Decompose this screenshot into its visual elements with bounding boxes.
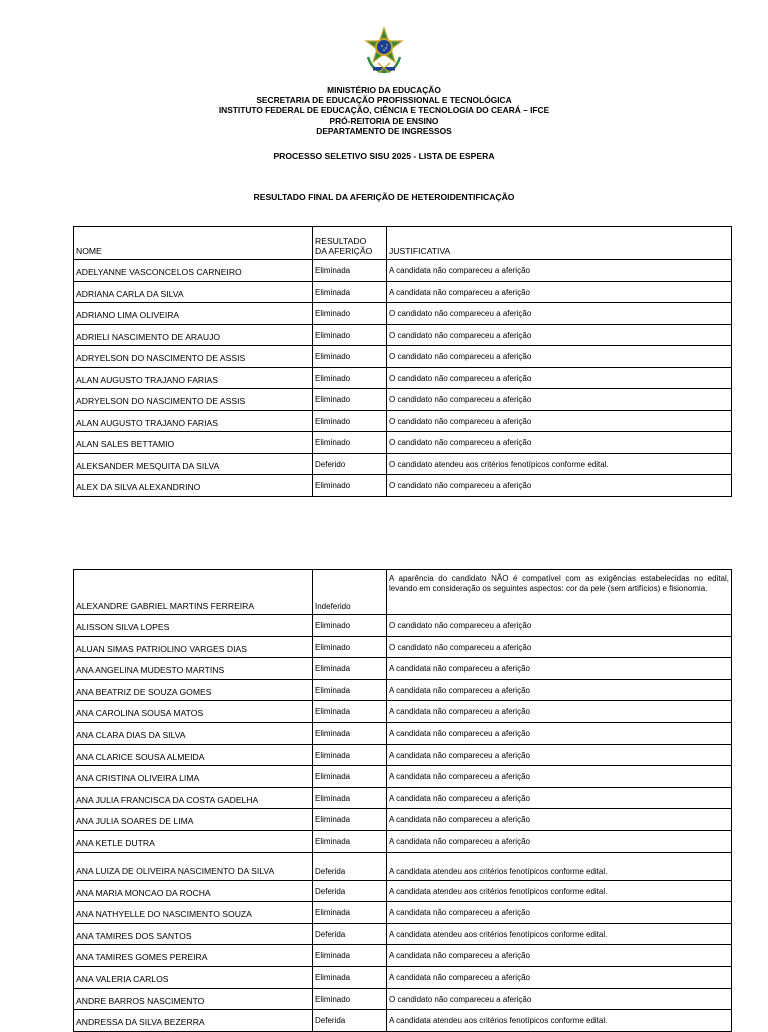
header-pro-rectory: PRÓ-REITORIA DE ENSINO xyxy=(329,115,439,126)
header-ministry: MINISTÉRIO DA EDUCAÇÃO xyxy=(327,85,441,95)
table-row xyxy=(74,570,732,615)
cell-justification: O candidato não compareceu a aferição xyxy=(387,615,732,637)
cell-justification: A candidata não compareceu a aferição xyxy=(387,902,732,924)
cell-justification: A candidata atendeu aos critérios fenotípicos conforme edital. xyxy=(387,880,732,902)
results-table-1 xyxy=(73,226,732,497)
cell-result: Deferida xyxy=(313,1010,387,1032)
cell-result: Deferida xyxy=(313,923,387,945)
header-institute: INSTITUTO FEDERAL DE EDUCAÇÃO, CIÊNCIA E TECNOLOGIA DO CEARÁ – IFCE xyxy=(218,105,550,116)
cell-result: Eliminada xyxy=(313,679,387,701)
table-row xyxy=(74,766,732,788)
table-row xyxy=(74,852,732,880)
cell-name: ANA CRISTINA OLIVEIRA LIMA xyxy=(74,766,313,788)
cell-name: ANA TAMIRES DOS SANTOS xyxy=(74,923,313,945)
table-row xyxy=(74,303,732,325)
table-row xyxy=(74,988,732,1010)
cell-result: Eliminada xyxy=(313,260,387,282)
cell-result: Eliminada xyxy=(313,744,387,766)
cell-result: Deferida xyxy=(313,880,387,902)
cell-result: Eliminada xyxy=(313,658,387,680)
header-secretariat: SECRETARIA DE EDUCAÇÃO PROFISSIONAL E TECNOLÓGICA xyxy=(256,95,512,106)
table-row xyxy=(74,1010,732,1032)
cell-justification: A candidata não compareceu a aferição xyxy=(387,766,732,788)
cell-result: Eliminado xyxy=(313,432,387,454)
cell-name: ADRYELSON DO NASCIMENTO DE ASSIS xyxy=(74,389,313,411)
cell-result: Eliminada xyxy=(313,722,387,744)
cell-justification: A candidata atendeu aos critérios fenotípicos conforme edital. xyxy=(387,852,732,880)
cell-name: ALISSON SILVA LOPES xyxy=(74,615,313,637)
table-row xyxy=(74,923,732,945)
table-row xyxy=(74,966,732,988)
cell-name: ADRIANO LIMA OLIVEIRA xyxy=(74,303,313,325)
cell-name: ANA VALERIA CARLOS xyxy=(74,966,313,988)
cell-justification: O candidato não compareceu a aferição xyxy=(387,389,732,411)
cell-name: ANDRE BARROS NASCIMENTO xyxy=(74,988,313,1010)
table-row xyxy=(74,722,732,744)
cell-justification: O candidato não compareceu a aferição xyxy=(387,988,732,1010)
cell-justification: A candidata não compareceu a aferição xyxy=(387,658,732,680)
cell-justification: A candidata não compareceu a aferição xyxy=(387,722,732,744)
document-header xyxy=(0,85,768,136)
header-department: DEPARTAMENTO DE INGRESSOS xyxy=(316,125,452,136)
cell-name: ANA KETLE DUTRA xyxy=(74,830,313,852)
header-result xyxy=(313,227,387,260)
table-row xyxy=(74,830,732,852)
cell-name: ANA ANGELINA MUDESTO MARTINS xyxy=(74,658,313,680)
cell-result: Eliminado xyxy=(313,636,387,658)
cell-justification: A candidata não compareceu a aferição xyxy=(387,966,732,988)
cell-name: ALEXANDRE GABRIEL MARTINS FERREIRA xyxy=(74,570,313,615)
cell-name: ALAN AUGUSTO TRAJANO FARIAS xyxy=(74,410,313,432)
cell-justification: O candidato não compareceu a aferição xyxy=(387,410,732,432)
cell-result: Eliminado xyxy=(313,367,387,389)
table-row xyxy=(74,410,732,432)
table-row xyxy=(74,658,732,680)
cell-name: ANA NATHYELLE DO NASCIMENTO SOUZA xyxy=(74,902,313,924)
cell-justification: A candidata não compareceu a aferição xyxy=(387,809,732,831)
results-table-2 xyxy=(73,569,732,1032)
cell-name: ANA BEATRIZ DE SOUZA GOMES xyxy=(74,679,313,701)
result-title: RESULTADO FINAL DA AFERIÇÃO DE HETEROIDENTIFICAÇÃO xyxy=(253,192,515,202)
cell-name: ANA LUIZA DE OLIVEIRA NASCIMENTO DA SILVA xyxy=(74,852,313,880)
cell-result: Eliminado xyxy=(313,615,387,637)
table-row xyxy=(74,701,732,723)
cell-justification: A candidata atendeu aos critérios fenotípicos conforme edital. xyxy=(387,923,732,945)
cell-name: ANA TAMIRES GOMES PEREIRA xyxy=(74,945,313,967)
cell-result: Eliminado xyxy=(313,988,387,1010)
cell-result: Eliminada xyxy=(313,966,387,988)
cell-justification: O candidato não compareceu a aferição xyxy=(387,636,732,658)
table-header-row xyxy=(74,227,732,260)
cell-result: Eliminada xyxy=(313,830,387,852)
header-justification: JUSTIFICATIVA xyxy=(387,227,732,260)
cell-name: ANA JULIA FRANCISCA DA COSTA GADELHA xyxy=(74,787,313,809)
process-title: PROCESSO SELETIVO SISU 2025 - LISTA DE ESPERA xyxy=(273,151,495,161)
cell-name: ANA CLARA DIAS DA SILVA xyxy=(74,722,313,744)
cell-name: ADRIELI NASCIMENTO DE ARAUJO xyxy=(74,324,313,346)
table-row xyxy=(74,346,732,368)
cell-justification: O candidato não compareceu a aferição xyxy=(387,303,732,325)
table-row xyxy=(74,744,732,766)
cell-justification: A candidata não compareceu a aferição xyxy=(387,945,732,967)
cell-result: Eliminado xyxy=(313,346,387,368)
cell-justification: A aparência do candidato NÃO é compatível com as exigências estabelecidas no edital, levando em consideração os seguintes aspectos: cor da pele (sem artifícios) e fisionomia. xyxy=(387,570,732,615)
cell-name: ALEKSANDER MESQUITA DA SILVA xyxy=(74,453,313,475)
cell-result: Eliminado xyxy=(313,475,387,497)
table-row xyxy=(74,945,732,967)
cell-result: Eliminada xyxy=(313,766,387,788)
table-row xyxy=(74,281,732,303)
cell-result: Eliminada xyxy=(313,809,387,831)
table-row xyxy=(74,453,732,475)
cell-name: ADELYANNE VASCONCELOS CARNEIRO xyxy=(74,260,313,282)
cell-name: ALUAN SIMAS PATRIOLINO VARGES DIAS xyxy=(74,636,313,658)
cell-justification: O candidato não compareceu a aferição xyxy=(387,367,732,389)
header-result-line2: DA AFERIÇÃO xyxy=(315,246,373,256)
cell-justification: A candidata não compareceu a aferição xyxy=(387,260,732,282)
cell-justification: O candidato não compareceu a aferição xyxy=(387,432,732,454)
cell-justification: O candidato não compareceu a aferição xyxy=(387,475,732,497)
header-name: NOME xyxy=(74,227,313,260)
cell-name: ANA JULIA SOARES DE LIMA xyxy=(74,809,313,831)
cell-justification: A candidata não compareceu a aferição xyxy=(387,281,732,303)
cell-result: Eliminado xyxy=(313,410,387,432)
cell-name: ALAN AUGUSTO TRAJANO FARIAS xyxy=(74,367,313,389)
cell-justification: A candidata não compareceu a aferição xyxy=(387,679,732,701)
cell-result: Eliminado xyxy=(313,324,387,346)
cell-name: ANA MARIA MONCAO DA ROCHA xyxy=(74,880,313,902)
cell-name: ANDRESSA DA SILVA BEZERRA xyxy=(74,1010,313,1032)
cell-name: ALEX DA SILVA ALEXANDRINO xyxy=(74,475,313,497)
cell-result: Deferido xyxy=(313,453,387,475)
cell-result: Eliminada xyxy=(313,701,387,723)
table-row xyxy=(74,679,732,701)
cell-justification: O candidato atendeu aos critérios fenotípicos conforme edital. xyxy=(387,453,732,475)
header-result-line1: RESULTADO xyxy=(315,236,367,246)
cell-result: Eliminada xyxy=(313,787,387,809)
table-row xyxy=(74,389,732,411)
table-row xyxy=(74,902,732,924)
table-row xyxy=(74,636,732,658)
cell-result: Eliminado xyxy=(313,303,387,325)
cell-justification: A candidata não compareceu a aferição xyxy=(387,744,732,766)
cell-justification: A candidata não compareceu a aferição xyxy=(387,701,732,723)
cell-result: Indeferido xyxy=(313,570,387,615)
table-row xyxy=(74,475,732,497)
cell-justification: O candidato não compareceu a aferição xyxy=(387,346,732,368)
cell-justification: O candidato não compareceu a aferição xyxy=(387,324,732,346)
cell-result: Eliminada xyxy=(313,281,387,303)
table-row xyxy=(74,324,732,346)
cell-justification: A candidata atendeu aos critérios fenotípicos conforme edital. xyxy=(387,1010,732,1032)
cell-name: ANA CLARICE SOUSA ALMEIDA xyxy=(74,744,313,766)
table-row xyxy=(74,367,732,389)
cell-result: Deferida xyxy=(313,852,387,880)
table-row xyxy=(74,615,732,637)
cell-name: ADRIANA CARLA DA SILVA xyxy=(74,281,313,303)
cell-result: Eliminado xyxy=(313,389,387,411)
cell-name: ALAN SALES BETTAMIO xyxy=(74,432,313,454)
cell-name: ADRYELSON DO NASCIMENTO DE ASSIS xyxy=(74,346,313,368)
cell-result: Eliminada xyxy=(313,902,387,924)
cell-justification: A candidata não compareceu a aferição xyxy=(387,787,732,809)
table-row xyxy=(74,880,732,902)
cell-name: ANA CAROLINA SOUSA MATOS xyxy=(74,701,313,723)
cell-justification: A candidata não compareceu a aferição xyxy=(387,830,732,852)
cell-result: Eliminada xyxy=(313,945,387,967)
table-row xyxy=(74,809,732,831)
table-row xyxy=(74,260,732,282)
table-row xyxy=(74,787,732,809)
table-row xyxy=(74,432,732,454)
brazil-coat-of-arms-icon xyxy=(364,27,404,75)
